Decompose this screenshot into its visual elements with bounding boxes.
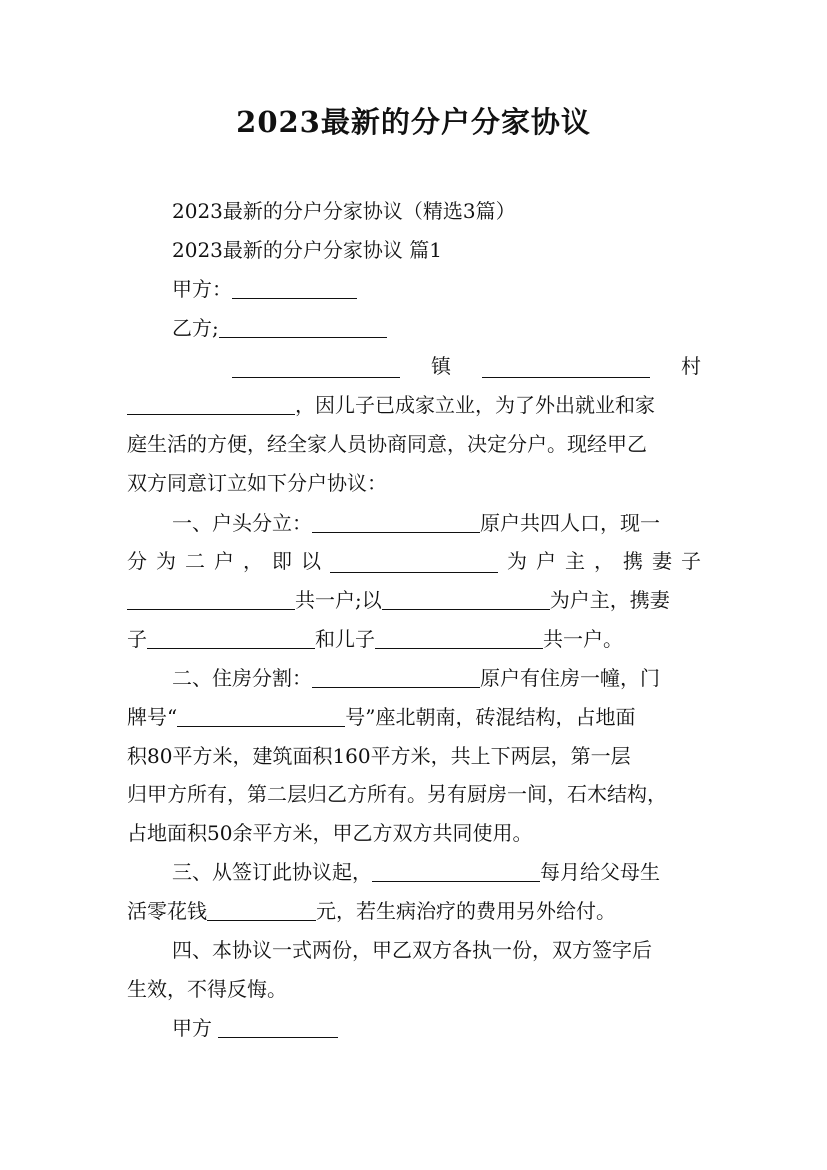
address-line bbox=[232, 348, 701, 384]
clause2-line2 bbox=[127, 699, 701, 735]
village-blank bbox=[482, 355, 650, 378]
char: ， bbox=[594, 549, 614, 573]
clause2-blank-2 bbox=[177, 704, 345, 727]
clause2-line1 bbox=[172, 660, 701, 696]
clause3-blank-1 bbox=[372, 859, 540, 882]
clause3-heading: 三、从签订此协议起， bbox=[172, 860, 372, 884]
clause1-line2 bbox=[127, 543, 701, 579]
para1-line3: 庭生活的方便，经全家人员协商同意，决定分户。现经甲乙 bbox=[127, 432, 647, 456]
town-label: 镇 bbox=[431, 354, 451, 378]
char: 为 bbox=[507, 549, 527, 573]
clause2-text: 原户有住房一幢，门 bbox=[480, 666, 660, 690]
clause1-line1 bbox=[172, 505, 701, 541]
clause1-text: 原户共四人口，现一 bbox=[480, 511, 660, 535]
clause2-line3: 积80平方米，建筑面积160平方米，共上下两层，第一层 bbox=[127, 744, 631, 768]
clause1-blank-2 bbox=[330, 550, 498, 573]
clause2-heading: 二、住房分割： bbox=[172, 666, 312, 690]
party-a-blank bbox=[232, 276, 357, 299]
char: 二 bbox=[185, 549, 205, 573]
clause2-line4: 归甲方所有，第二层归乙方所有。另有厨房一间，石木结构， bbox=[127, 782, 667, 806]
clause1-heading: 一、户头分立： bbox=[172, 511, 312, 535]
clause1-text: 和儿子 bbox=[315, 627, 375, 651]
clause1-blank-5 bbox=[147, 626, 315, 649]
village-label: 村 bbox=[681, 354, 701, 378]
clause1-line3 bbox=[127, 582, 701, 618]
char: 主 bbox=[565, 549, 585, 573]
char: ， bbox=[243, 549, 263, 573]
clause3-text: 元，若生病治疗的费用另外给付。 bbox=[316, 899, 616, 923]
char: 携 bbox=[623, 549, 643, 573]
clause1-blank-3 bbox=[127, 587, 295, 610]
clause2-line5: 占地面积50余平方米，甲乙方双方共同使用。 bbox=[127, 821, 533, 845]
clause3-text: 活零花钱 bbox=[127, 899, 207, 923]
char: 即 bbox=[272, 549, 292, 573]
clause1-text: 共一户。 bbox=[543, 627, 623, 651]
char: 为 bbox=[156, 549, 176, 573]
clause3-line1 bbox=[172, 854, 701, 890]
signature-blank bbox=[218, 1015, 338, 1038]
clause3-line2 bbox=[127, 893, 701, 929]
clause4-line2: 生效，不得反悔。 bbox=[127, 977, 287, 1001]
clause1-blank-6 bbox=[375, 626, 543, 649]
party-b-line bbox=[172, 310, 701, 346]
para1-text: ，因儿子已成家立业，为了外出就业和家 bbox=[295, 393, 655, 417]
clause1-text: 为户主，携妻 bbox=[549, 588, 670, 612]
char: 户 bbox=[536, 549, 556, 573]
name-blank bbox=[127, 392, 295, 415]
para1-line2 bbox=[127, 387, 701, 423]
subtitle: 2023最新的分户分家协议（精选3篇） bbox=[172, 199, 516, 223]
clause2-text: 号”座北朝南，砖混结构，占地面 bbox=[345, 705, 636, 729]
clause1-blank-1 bbox=[312, 510, 480, 533]
char: 以 bbox=[301, 549, 321, 573]
para1-line4: 双方同意订立如下分户协议： bbox=[127, 471, 387, 495]
clause2-blank-1 bbox=[312, 665, 480, 688]
clause3-text: 每月给父母生 bbox=[540, 860, 660, 884]
signature-line bbox=[172, 1010, 701, 1046]
party-b-blank bbox=[219, 315, 387, 338]
party-a-line bbox=[172, 271, 701, 307]
clause1-text: 共一户;以 bbox=[295, 588, 382, 612]
clause4-line1: 四、本协议一式两份，甲乙双方各执一份，双方签字后 bbox=[172, 938, 652, 962]
section-heading: 2023最新的分户分家协议 篇1 bbox=[172, 238, 442, 262]
clause3-blank-2 bbox=[207, 898, 316, 921]
signature-label: 甲方 bbox=[172, 1016, 219, 1040]
clause1-blank-4 bbox=[382, 587, 550, 610]
char: 子 bbox=[681, 549, 701, 573]
clause2-text: 牌号“ bbox=[127, 705, 178, 729]
char: 户 bbox=[214, 549, 234, 573]
char: 分 bbox=[127, 549, 147, 573]
town-blank bbox=[232, 355, 400, 378]
clause1-line4 bbox=[127, 621, 701, 657]
clause1-text: 子 bbox=[127, 627, 147, 651]
party-b-label: 乙方; bbox=[172, 316, 219, 340]
document-title: 2023最新的分户分家协议 bbox=[236, 105, 591, 139]
party-a-label: 甲方： bbox=[172, 277, 232, 301]
char: 妻 bbox=[652, 549, 672, 573]
